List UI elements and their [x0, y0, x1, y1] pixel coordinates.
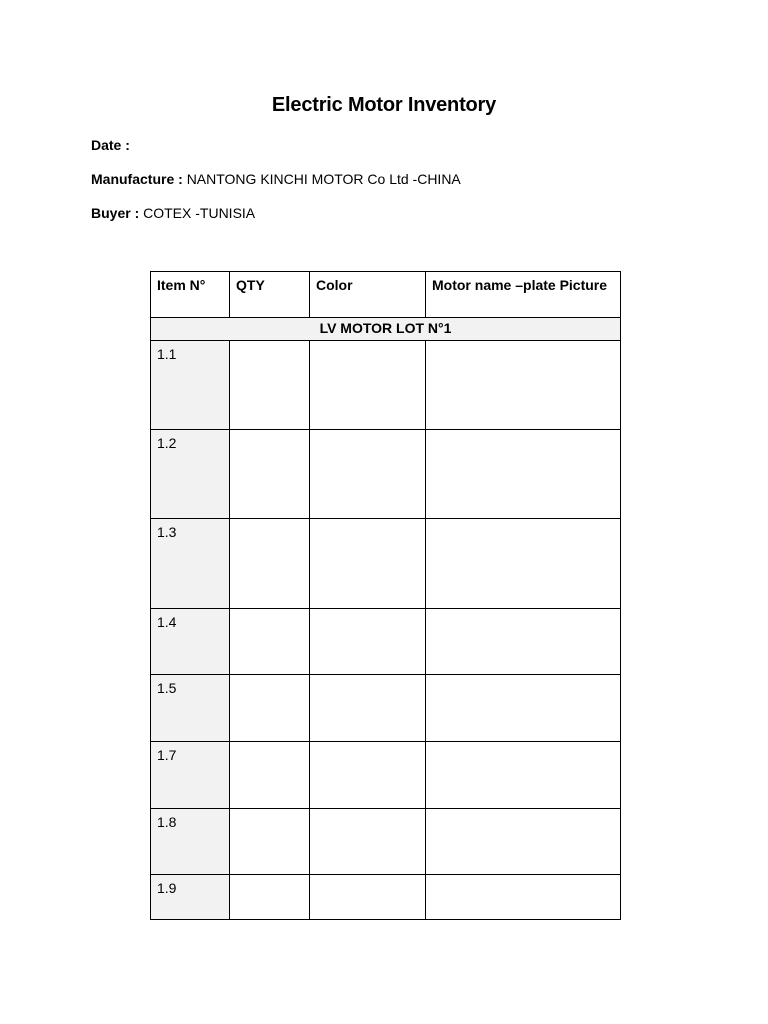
manufacture-line — [91, 171, 461, 187]
color-cell[interactable] — [310, 675, 426, 742]
item-number-cell: 1.8 — [151, 809, 230, 875]
lot-label: LV MOTOR LOT N°1 — [151, 318, 621, 341]
color-cell[interactable] — [310, 742, 426, 809]
picture-cell[interactable] — [426, 875, 621, 920]
qty-cell[interactable] — [230, 519, 310, 609]
qty-cell[interactable] — [230, 430, 310, 519]
item-number-cell: 1.9 — [151, 875, 230, 920]
color-cell[interactable] — [310, 519, 426, 609]
table-row — [151, 430, 621, 519]
item-number-cell: 1.4 — [151, 609, 230, 675]
manufacture-label: Manufacture : — [91, 171, 183, 187]
manufacture-value: NANTONG KINCHI MOTOR Co Ltd -CHINA — [186, 171, 461, 187]
picture-cell[interactable] — [426, 341, 621, 430]
qty-cell[interactable] — [230, 742, 310, 809]
buyer-line — [91, 205, 255, 221]
qty-cell[interactable] — [230, 341, 310, 430]
item-number-cell: 1.1 — [151, 341, 230, 430]
date-label: Date : — [91, 137, 130, 153]
qty-cell[interactable] — [230, 675, 310, 742]
header-motor-plate-picture: Motor name –plate Picture — [426, 272, 621, 318]
table-row — [151, 742, 621, 809]
header-color: Color — [310, 272, 426, 318]
picture-cell[interactable] — [426, 609, 621, 675]
color-cell[interactable] — [310, 875, 426, 920]
buyer-value: COTEX -TUNISIA — [143, 205, 256, 221]
item-number-cell: 1.5 — [151, 675, 230, 742]
document-title: Electric Motor Inventory — [271, 94, 497, 116]
color-cell[interactable] — [310, 609, 426, 675]
item-number-cell: 1.2 — [151, 430, 230, 519]
lot-row — [151, 318, 621, 341]
picture-cell[interactable] — [426, 742, 621, 809]
picture-cell[interactable] — [426, 809, 621, 875]
buyer-label: Buyer : — [91, 205, 140, 221]
date-line — [91, 137, 130, 153]
table-row — [151, 609, 621, 675]
table-row — [151, 809, 621, 875]
table-row — [151, 675, 621, 742]
inventory-table — [150, 271, 621, 920]
table-row — [151, 519, 621, 609]
picture-cell[interactable] — [426, 675, 621, 742]
color-cell[interactable] — [310, 809, 426, 875]
table-header-row — [151, 272, 621, 318]
item-number-cell: 1.3 — [151, 519, 230, 609]
table-row — [151, 341, 621, 430]
qty-cell[interactable] — [230, 875, 310, 920]
table-row — [151, 875, 621, 920]
picture-cell[interactable] — [426, 430, 621, 519]
item-number-cell: 1.7 — [151, 742, 230, 809]
header-qty: QTY — [230, 272, 310, 318]
picture-cell[interactable] — [426, 519, 621, 609]
header-item-no: Item N° — [151, 272, 230, 318]
qty-cell[interactable] — [230, 809, 310, 875]
qty-cell[interactable] — [230, 609, 310, 675]
color-cell[interactable] — [310, 341, 426, 430]
color-cell[interactable] — [310, 430, 426, 519]
